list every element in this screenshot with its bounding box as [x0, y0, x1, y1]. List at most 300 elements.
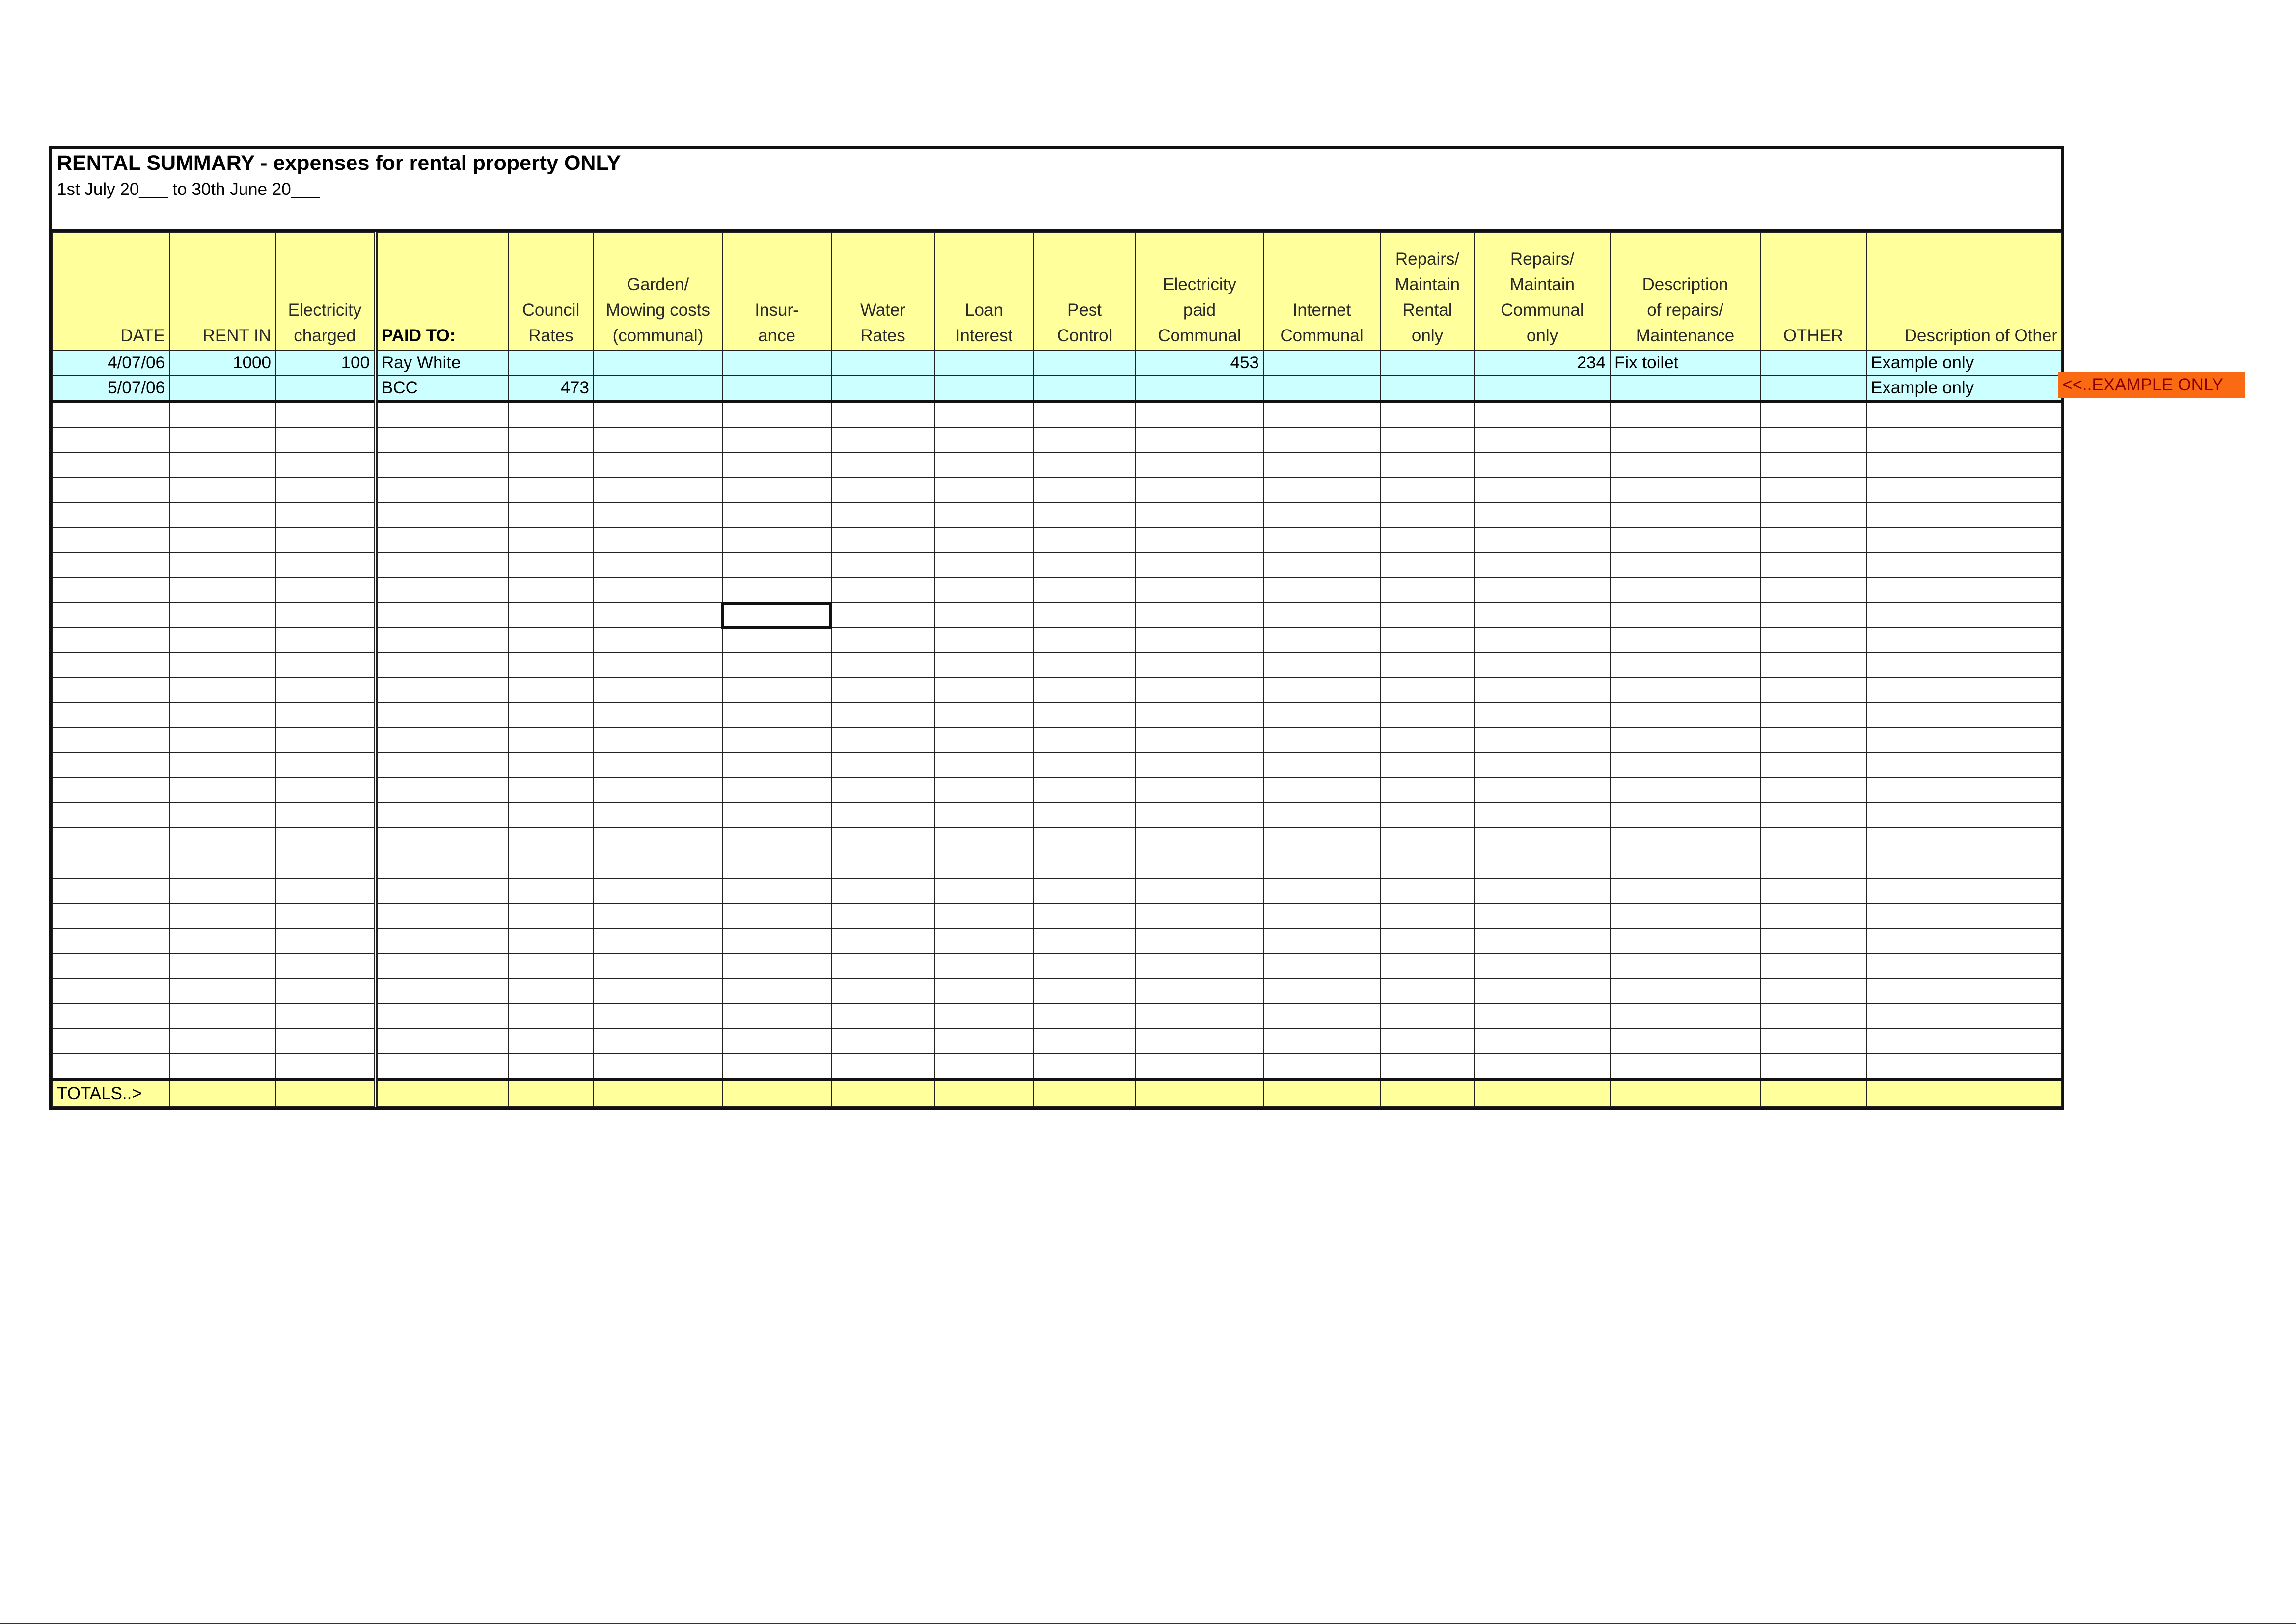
cell-other-description[interactable] [1866, 828, 2062, 853]
cell-date[interactable] [53, 628, 169, 653]
cell-other[interactable] [1760, 778, 1866, 803]
cell-rent-in[interactable] [169, 703, 275, 728]
cell-date[interactable] [53, 401, 169, 427]
cell-repairs-description[interactable] [1610, 628, 1760, 653]
cell-electricity-communal[interactable] [1136, 928, 1263, 953]
cell-water-rates[interactable] [831, 452, 934, 477]
cell-pest-control[interactable] [1034, 1053, 1136, 1079]
cell-water-rates[interactable] [831, 728, 934, 753]
cell-repairs-rental[interactable] [1380, 653, 1475, 678]
cell-repairs-rental[interactable] [1380, 375, 1475, 401]
cell-pest-control[interactable] [1034, 603, 1136, 628]
cell-pest-control[interactable] [1034, 1028, 1136, 1053]
cell-insurance[interactable] [722, 427, 831, 452]
cell-paid-to[interactable] [376, 928, 508, 953]
cell-water-rates[interactable] [831, 477, 934, 502]
cell-insurance[interactable] [722, 452, 831, 477]
cell-repairs-description[interactable] [1610, 928, 1760, 953]
cell-other-description[interactable] [1866, 1028, 2062, 1053]
cell-internet-communal[interactable] [1263, 853, 1380, 878]
cell-date[interactable] [53, 853, 169, 878]
cell-water-rates[interactable] [831, 953, 934, 978]
cell-insurance[interactable] [722, 903, 831, 928]
cell-loan-interest[interactable] [934, 350, 1034, 375]
selected-cell[interactable] [722, 603, 831, 628]
cell-repairs-description[interactable] [1610, 978, 1760, 1003]
cell-repairs-rental[interactable] [1380, 1028, 1475, 1053]
cell-internet-communal[interactable] [1263, 603, 1380, 628]
cell-council-rates[interactable] [508, 878, 594, 903]
cell-electricity-charged[interactable] [275, 1003, 376, 1028]
cell-internet-communal[interactable] [1263, 728, 1380, 753]
cell-electricity-charged[interactable] [275, 452, 376, 477]
cell-paid-to[interactable]: Ray White [376, 350, 508, 375]
cell-electricity-communal[interactable] [1136, 375, 1263, 401]
cell-date[interactable]: 4/07/06 [53, 350, 169, 375]
cell-repairs-communal[interactable] [1475, 1003, 1610, 1028]
cell-council-rates[interactable] [508, 1003, 594, 1028]
cell-rent-in[interactable] [169, 603, 275, 628]
cell-loan-interest[interactable] [934, 427, 1034, 452]
cell-rent-in[interactable] [169, 1003, 275, 1028]
cell-other-description[interactable] [1866, 953, 2062, 978]
cell-loan-interest[interactable] [934, 401, 1034, 427]
cell-internet-communal[interactable] [1263, 578, 1380, 603]
cell-insurance[interactable] [722, 778, 831, 803]
cell-insurance[interactable] [722, 678, 831, 703]
cell-insurance[interactable] [722, 578, 831, 603]
cell-council-rates[interactable] [508, 928, 594, 953]
cell-council-rates[interactable] [508, 703, 594, 728]
cell-rent-in[interactable] [169, 678, 275, 703]
cell-electricity-communal[interactable] [1136, 1053, 1263, 1079]
cell-other[interactable] [1760, 928, 1866, 953]
cell-repairs-communal[interactable] [1475, 703, 1610, 728]
cell-date[interactable] [53, 828, 169, 853]
cell-internet-communal[interactable] [1263, 1028, 1380, 1053]
cell-electricity-charged[interactable] [275, 978, 376, 1003]
cell-council-rates[interactable] [508, 728, 594, 753]
cell-repairs-description[interactable] [1610, 953, 1760, 978]
cell-insurance[interactable] [722, 375, 831, 401]
cell-other[interactable] [1760, 552, 1866, 578]
cell-internet-communal[interactable] [1263, 375, 1380, 401]
cell-other-description[interactable] [1866, 427, 2062, 452]
cell-electricity-charged[interactable] [275, 427, 376, 452]
cell-garden-mowing[interactable] [594, 350, 722, 375]
cell-loan-interest[interactable] [934, 653, 1034, 678]
cell-loan-interest[interactable] [934, 603, 1034, 628]
cell-repairs-description[interactable] [1610, 678, 1760, 703]
cell-repairs-description[interactable] [1610, 803, 1760, 828]
cell-insurance[interactable] [722, 728, 831, 753]
cell-council-rates[interactable] [508, 350, 594, 375]
cell-council-rates[interactable]: 473 [508, 375, 594, 401]
cell-other-description[interactable] [1866, 401, 2062, 427]
cell-pest-control[interactable] [1034, 401, 1136, 427]
cell-electricity-charged[interactable] [275, 928, 376, 953]
cell-rent-in[interactable] [169, 853, 275, 878]
cell-repairs-description[interactable] [1610, 452, 1760, 477]
cell-garden-mowing[interactable] [594, 502, 722, 527]
cell-insurance[interactable] [722, 828, 831, 853]
cell-council-rates[interactable] [508, 401, 594, 427]
cell-rent-in[interactable] [169, 803, 275, 828]
cell-electricity-communal[interactable]: 453 [1136, 350, 1263, 375]
cell-garden-mowing[interactable] [594, 853, 722, 878]
cell-garden-mowing[interactable] [594, 578, 722, 603]
cell-repairs-description[interactable] [1610, 903, 1760, 928]
cell-electricity-communal[interactable] [1136, 1079, 1263, 1107]
cell-other[interactable] [1760, 527, 1866, 552]
cell-internet-communal[interactable] [1263, 502, 1380, 527]
cell-paid-to[interactable] [376, 803, 508, 828]
cell-electricity-charged[interactable] [275, 552, 376, 578]
cell-loan-interest[interactable] [934, 953, 1034, 978]
cell-paid-to[interactable] [376, 678, 508, 703]
cell-rent-in[interactable] [169, 728, 275, 753]
cell-internet-communal[interactable] [1263, 452, 1380, 477]
cell-date[interactable] [53, 578, 169, 603]
cell-garden-mowing[interactable] [594, 728, 722, 753]
cell-insurance[interactable] [722, 878, 831, 903]
cell-water-rates[interactable] [831, 853, 934, 878]
cell-council-rates[interactable] [508, 452, 594, 477]
cell-date[interactable] [53, 603, 169, 628]
cell-rent-in[interactable] [169, 502, 275, 527]
cell-rent-in[interactable] [169, 953, 275, 978]
cell-repairs-rental[interactable] [1380, 578, 1475, 603]
cell-repairs-communal[interactable] [1475, 953, 1610, 978]
cell-electricity-charged[interactable] [275, 1079, 376, 1107]
cell-pest-control[interactable] [1034, 728, 1136, 753]
cell-rent-in[interactable] [169, 978, 275, 1003]
cell-repairs-rental[interactable] [1380, 628, 1475, 653]
cell-rent-in[interactable] [169, 753, 275, 778]
cell-water-rates[interactable] [831, 427, 934, 452]
cell-other-description[interactable]: Example only [1866, 375, 2062, 401]
cell-electricity-charged[interactable] [275, 828, 376, 853]
cell-repairs-description[interactable] [1610, 527, 1760, 552]
cell-water-rates[interactable] [831, 678, 934, 703]
cell-paid-to[interactable] [376, 578, 508, 603]
cell-date[interactable] [53, 978, 169, 1003]
cell-other-description[interactable] [1866, 578, 2062, 603]
cell-repairs-rental[interactable] [1380, 477, 1475, 502]
cell-repairs-rental[interactable] [1380, 928, 1475, 953]
cell-rent-in[interactable] [169, 778, 275, 803]
cell-garden-mowing[interactable] [594, 401, 722, 427]
cell-electricity-charged[interactable] [275, 375, 376, 401]
cell-electricity-charged[interactable] [275, 527, 376, 552]
cell-other[interactable] [1760, 1053, 1866, 1079]
cell-repairs-communal[interactable] [1475, 828, 1610, 853]
cell-electricity-charged[interactable] [275, 953, 376, 978]
cell-loan-interest[interactable] [934, 928, 1034, 953]
cell-garden-mowing[interactable] [594, 778, 722, 803]
cell-water-rates[interactable] [831, 628, 934, 653]
cell-garden-mowing[interactable] [594, 978, 722, 1003]
cell-water-rates[interactable] [831, 502, 934, 527]
cell-insurance[interactable] [722, 502, 831, 527]
cell-pest-control[interactable] [1034, 427, 1136, 452]
cell-paid-to[interactable] [376, 628, 508, 653]
cell-loan-interest[interactable] [934, 903, 1034, 928]
cell-paid-to[interactable] [376, 778, 508, 803]
cell-internet-communal[interactable] [1263, 527, 1380, 552]
cell-other-description[interactable] [1866, 1003, 2062, 1028]
cell-pest-control[interactable] [1034, 928, 1136, 953]
cell-internet-communal[interactable] [1263, 803, 1380, 828]
cell-repairs-rental[interactable] [1380, 728, 1475, 753]
cell-insurance[interactable] [722, 803, 831, 828]
cell-electricity-charged[interactable] [275, 903, 376, 928]
cell-electricity-communal[interactable] [1136, 477, 1263, 502]
cell-garden-mowing[interactable] [594, 375, 722, 401]
cell-electricity-charged[interactable] [275, 1028, 376, 1053]
cell-pest-control[interactable] [1034, 477, 1136, 502]
cell-pest-control[interactable] [1034, 628, 1136, 653]
cell-date[interactable] [53, 953, 169, 978]
cell-garden-mowing[interactable] [594, 953, 722, 978]
cell-pest-control[interactable] [1034, 703, 1136, 728]
cell-pest-control[interactable] [1034, 978, 1136, 1003]
cell-other[interactable] [1760, 653, 1866, 678]
cell-water-rates[interactable] [831, 1053, 934, 1079]
cell-other-description[interactable] [1866, 878, 2062, 903]
cell-loan-interest[interactable] [934, 1028, 1034, 1053]
cell-water-rates[interactable] [831, 928, 934, 953]
cell-internet-communal[interactable] [1263, 1003, 1380, 1028]
cell-council-rates[interactable] [508, 903, 594, 928]
cell-pest-control[interactable] [1034, 953, 1136, 978]
cell-date[interactable] [53, 1003, 169, 1028]
cell-repairs-description[interactable] [1610, 375, 1760, 401]
cell-electricity-charged[interactable] [275, 603, 376, 628]
cell-electricity-charged[interactable] [275, 878, 376, 903]
cell-loan-interest[interactable] [934, 1003, 1034, 1028]
cell-garden-mowing[interactable] [594, 1053, 722, 1079]
cell-other[interactable] [1760, 753, 1866, 778]
cell-garden-mowing[interactable] [594, 1079, 722, 1107]
cell-repairs-description[interactable] [1610, 753, 1760, 778]
cell-electricity-charged[interactable] [275, 578, 376, 603]
cell-electricity-charged[interactable] [275, 853, 376, 878]
cell-date[interactable] [53, 552, 169, 578]
cell-loan-interest[interactable] [934, 628, 1034, 653]
cell-paid-to[interactable] [376, 978, 508, 1003]
cell-paid-to[interactable] [376, 878, 508, 903]
cell-council-rates[interactable] [508, 628, 594, 653]
cell-other-description[interactable] [1866, 628, 2062, 653]
cell-council-rates[interactable] [508, 803, 594, 828]
cell-water-rates[interactable] [831, 803, 934, 828]
cell-other[interactable] [1760, 878, 1866, 903]
cell-other[interactable] [1760, 427, 1866, 452]
cell-rent-in[interactable] [169, 928, 275, 953]
cell-rent-in[interactable]: 1000 [169, 350, 275, 375]
cell-other[interactable] [1760, 401, 1866, 427]
cell-repairs-communal[interactable] [1475, 1053, 1610, 1079]
cell-repairs-rental[interactable] [1380, 753, 1475, 778]
cell-repairs-rental[interactable] [1380, 502, 1475, 527]
cell-date[interactable] [53, 653, 169, 678]
cell-electricity-charged[interactable] [275, 628, 376, 653]
cell-repairs-description[interactable] [1610, 1028, 1760, 1053]
cell-internet-communal[interactable] [1263, 350, 1380, 375]
cell-repairs-communal[interactable] [1475, 928, 1610, 953]
cell-repairs-communal[interactable] [1475, 628, 1610, 653]
cell-loan-interest[interactable] [934, 1053, 1034, 1079]
cell-electricity-charged[interactable] [275, 778, 376, 803]
cell-internet-communal[interactable] [1263, 427, 1380, 452]
cell-other-description[interactable] [1866, 803, 2062, 828]
cell-other-description[interactable] [1866, 653, 2062, 678]
cell-repairs-communal[interactable] [1475, 653, 1610, 678]
cell-insurance[interactable] [722, 401, 831, 427]
cell-loan-interest[interactable] [934, 452, 1034, 477]
cell-water-rates[interactable] [831, 753, 934, 778]
cell-internet-communal[interactable] [1263, 678, 1380, 703]
cell-water-rates[interactable] [831, 1028, 934, 1053]
cell-water-rates[interactable] [831, 1079, 934, 1107]
cell-date[interactable] [53, 778, 169, 803]
cell-rent-in[interactable] [169, 878, 275, 903]
cell-loan-interest[interactable] [934, 678, 1034, 703]
cell-electricity-communal[interactable] [1136, 878, 1263, 903]
cell-electricity-communal[interactable] [1136, 628, 1263, 653]
cell-date[interactable] [53, 928, 169, 953]
cell-water-rates[interactable] [831, 1003, 934, 1028]
cell-garden-mowing[interactable] [594, 653, 722, 678]
cell-repairs-communal[interactable]: 234 [1475, 350, 1610, 375]
cell-internet-communal[interactable] [1263, 1079, 1380, 1107]
cell-repairs-communal[interactable] [1475, 728, 1610, 753]
cell-pest-control[interactable] [1034, 375, 1136, 401]
cell-repairs-description[interactable] [1610, 878, 1760, 903]
cell-other-description[interactable] [1866, 477, 2062, 502]
cell-repairs-communal[interactable] [1475, 1079, 1610, 1107]
cell-electricity-communal[interactable] [1136, 578, 1263, 603]
cell-paid-to[interactable] [376, 728, 508, 753]
cell-internet-communal[interactable] [1263, 1053, 1380, 1079]
cell-insurance[interactable] [722, 953, 831, 978]
cell-other-description[interactable] [1866, 753, 2062, 778]
cell-repairs-rental[interactable] [1380, 853, 1475, 878]
cell-insurance[interactable] [722, 853, 831, 878]
cell-insurance[interactable] [722, 350, 831, 375]
cell-electricity-communal[interactable] [1136, 753, 1263, 778]
cell-repairs-rental[interactable] [1380, 1053, 1475, 1079]
cell-electricity-charged[interactable] [275, 728, 376, 753]
cell-water-rates[interactable] [831, 527, 934, 552]
cell-other[interactable] [1760, 703, 1866, 728]
cell-insurance[interactable] [722, 703, 831, 728]
cell-other[interactable] [1760, 350, 1866, 375]
cell-date[interactable] [53, 678, 169, 703]
cell-other-description[interactable] [1866, 678, 2062, 703]
cell-repairs-rental[interactable] [1380, 401, 1475, 427]
cell-other[interactable] [1760, 628, 1866, 653]
cell-council-rates[interactable] [508, 603, 594, 628]
cell-electricity-communal[interactable] [1136, 678, 1263, 703]
cell-repairs-description[interactable] [1610, 477, 1760, 502]
cell-pest-control[interactable] [1034, 678, 1136, 703]
cell-date[interactable] [53, 753, 169, 778]
cell-other-description[interactable] [1866, 978, 2062, 1003]
cell-garden-mowing[interactable] [594, 427, 722, 452]
cell-repairs-description[interactable] [1610, 552, 1760, 578]
cell-pest-control[interactable] [1034, 452, 1136, 477]
cell-repairs-rental[interactable] [1380, 527, 1475, 552]
cell-repairs-communal[interactable] [1475, 803, 1610, 828]
cell-garden-mowing[interactable] [594, 878, 722, 903]
cell-garden-mowing[interactable] [594, 527, 722, 552]
cell-garden-mowing[interactable] [594, 477, 722, 502]
cell-loan-interest[interactable] [934, 828, 1034, 853]
cell-paid-to[interactable] [376, 401, 508, 427]
cell-repairs-rental[interactable] [1380, 803, 1475, 828]
cell-other[interactable] [1760, 853, 1866, 878]
cell-date[interactable] [53, 803, 169, 828]
cell-council-rates[interactable] [508, 1053, 594, 1079]
cell-pest-control[interactable] [1034, 653, 1136, 678]
cell-repairs-rental[interactable] [1380, 452, 1475, 477]
cell-repairs-rental[interactable] [1380, 878, 1475, 903]
cell-internet-communal[interactable] [1263, 878, 1380, 903]
cell-electricity-charged[interactable] [275, 502, 376, 527]
cell-internet-communal[interactable] [1263, 653, 1380, 678]
cell-electricity-communal[interactable] [1136, 828, 1263, 853]
cell-rent-in[interactable] [169, 1079, 275, 1107]
cell-council-rates[interactable] [508, 1028, 594, 1053]
cell-pest-control[interactable] [1034, 803, 1136, 828]
cell-repairs-communal[interactable] [1475, 427, 1610, 452]
cell-other[interactable] [1760, 1003, 1866, 1028]
cell-internet-communal[interactable] [1263, 477, 1380, 502]
cell-garden-mowing[interactable] [594, 1028, 722, 1053]
cell-loan-interest[interactable] [934, 978, 1034, 1003]
cell-other-description[interactable] [1866, 452, 2062, 477]
cell-repairs-description[interactable]: Fix toilet [1610, 350, 1760, 375]
cell-other[interactable] [1760, 1079, 1866, 1107]
cell-insurance[interactable] [722, 477, 831, 502]
cell-internet-communal[interactable] [1263, 828, 1380, 853]
cell-other[interactable] [1760, 828, 1866, 853]
cell-council-rates[interactable] [508, 678, 594, 703]
cell-repairs-rental[interactable] [1380, 552, 1475, 578]
cell-date[interactable] [53, 527, 169, 552]
cell-insurance[interactable] [722, 628, 831, 653]
cell-repairs-description[interactable] [1610, 427, 1760, 452]
cell-repairs-communal[interactable] [1475, 978, 1610, 1003]
cell-loan-interest[interactable] [934, 578, 1034, 603]
cell-repairs-description[interactable] [1610, 828, 1760, 853]
cell-repairs-rental[interactable] [1380, 828, 1475, 853]
cell-pest-control[interactable] [1034, 552, 1136, 578]
cell-other-description[interactable]: Example only [1866, 350, 2062, 375]
cell-repairs-description[interactable] [1610, 502, 1760, 527]
cell-internet-communal[interactable] [1263, 903, 1380, 928]
cell-repairs-description[interactable] [1610, 653, 1760, 678]
cell-electricity-charged[interactable] [275, 1053, 376, 1079]
cell-repairs-communal[interactable] [1475, 401, 1610, 427]
cell-insurance[interactable] [722, 653, 831, 678]
cell-date[interactable] [53, 903, 169, 928]
cell-loan-interest[interactable] [934, 1079, 1034, 1107]
cell-date[interactable] [53, 452, 169, 477]
cell-rent-in[interactable] [169, 828, 275, 853]
